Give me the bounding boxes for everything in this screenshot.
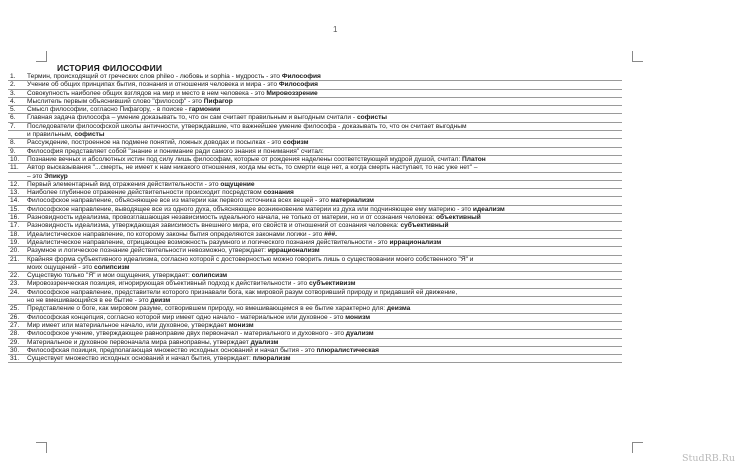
item-answer: Мировоззрение <box>266 89 318 97</box>
item-number: 16. <box>10 214 20 222</box>
list-item <box>0 123 747 131</box>
item-number: 14. <box>10 197 20 205</box>
list-item <box>0 131 747 139</box>
item-number: 15. <box>10 205 20 213</box>
item-text-plain: Идеалистическое направление, отрицающее возможность разумного и логического познания действительности - это <box>27 238 390 246</box>
row-rule <box>8 362 622 363</box>
list-item <box>0 289 747 297</box>
item-number: 3. <box>10 89 16 97</box>
item-text-plain: Крайняя форма субъективного идеализма, согласно которой с достоверностью можно говорить лишь о существовании моего собственного "Я" и <box>27 255 474 263</box>
watermark: StudRB.Ru <box>682 453 735 464</box>
item-text-plain: Последователи философской школы античности, утверждавшие, что важнейшее умение философа - доказывать то, что он считает выгодным <box>27 122 467 130</box>
item-answer: деизм <box>150 297 171 305</box>
item-text-plain: Смысл философии, согласно Пифагору, - в поиске - <box>27 106 189 114</box>
item-text-plain: Разумное и логическое познание действительности невозможно, утверждает: <box>27 247 268 255</box>
item-answer: деизма <box>386 305 411 313</box>
item-text-plain: Мировоззренческая позиция, игнорирующая объективный подход к действительности - это <box>27 280 309 288</box>
item-number: 20. <box>10 247 20 255</box>
item-answer: солипсизм <box>94 263 130 271</box>
list-item <box>0 173 747 181</box>
item-answer: софисты <box>356 114 387 122</box>
item-text-plain: Философское направление, выводящее все из одного духа, объясняющее возникновение материи из духа или подчиняющее ему материю - это <box>27 205 473 213</box>
item-answer: дуализм <box>345 330 374 338</box>
list-item <box>0 164 747 172</box>
item-answer: иррационализм <box>389 238 442 246</box>
list-item <box>0 347 747 355</box>
item-answer: идеализм <box>472 205 505 213</box>
item-text-plain: Совокупность наиболее общих взглядов на мир и место в нем человека - это <box>27 89 267 97</box>
item-answer: плюрализм <box>252 355 291 363</box>
item-text-plain: Идеалистическое направление, по которому законы бытия определяются законами логики - это <box>27 230 325 238</box>
item-text-plain: моих ощущений - это <box>27 263 95 271</box>
list-item <box>0 231 747 239</box>
list-item <box>0 206 747 214</box>
list-item <box>0 239 747 247</box>
item-number: 6. <box>10 114 16 122</box>
margin-mark-bottom-right <box>632 442 643 453</box>
item-answer: монизм <box>345 313 371 321</box>
document-title: ИСТОРИЯ ФИЛОСОФИИ <box>57 63 163 73</box>
list-item <box>0 214 747 222</box>
item-answer: материализм <box>330 197 375 205</box>
item-number: 28. <box>10 330 20 338</box>
list-item <box>0 264 747 272</box>
list-item <box>0 139 747 147</box>
list-item <box>0 222 747 230</box>
item-number: 7. <box>10 122 16 130</box>
item-text-plain: и правильным, <box>27 131 75 139</box>
list-item <box>0 156 747 164</box>
item-number: 23. <box>10 280 20 288</box>
list-item <box>0 81 747 89</box>
item-text-plain: Философское направление, объясняющее все из материи как первого источника всех вещей - это <box>27 197 331 205</box>
item-number: 30. <box>10 346 20 354</box>
item-answer: плюралистическая <box>316 346 380 354</box>
item-number: 2. <box>10 81 16 89</box>
list-item <box>0 189 747 197</box>
item-text-plain: Разновидность идеализма, провозглашающая независимость идеального начала, не только от материи, но и от сознания человека: <box>27 214 436 222</box>
item-text-plain: Материальное и духовное первоначала мира равноправны, утверждает <box>27 338 251 346</box>
item-number: 25. <box>10 305 20 313</box>
item-text-plain: Познание вечных и абсолютных истин под силу лишь философам, которые от рождения наделены соответствующей мудрой душой, считал: <box>27 155 463 163</box>
item-answer: Эпикур <box>44 172 68 180</box>
item-number: 24. <box>10 288 20 296</box>
list-item <box>0 181 747 189</box>
item-text-plain: Мыслитель первым объяснивший слово "философ" - это <box>27 97 204 105</box>
item-number: 31. <box>10 355 20 363</box>
item-number: 13. <box>10 189 20 197</box>
item-answer: субъективный <box>400 222 449 230</box>
list-item <box>0 247 747 255</box>
item-answer: ощущение <box>220 180 255 188</box>
margin-mark-top-right <box>632 51 643 62</box>
item-text-plain: Разновидность идеализма, утверждающая зависимость внешнего мира, его свойств и отношений от сознания человека: <box>27 222 401 230</box>
item-number: 8. <box>10 139 16 147</box>
margin-mark-top-left <box>36 51 47 62</box>
item-text-plain: Представление о боге, как мировом разуме, сотворившем природу, но вмешивающемся в ее бытие характерно для: <box>27 305 387 313</box>
list-item <box>0 90 747 98</box>
item-number: 1. <box>10 73 16 80</box>
item-number: 21. <box>10 255 20 263</box>
list-item <box>0 330 747 338</box>
item-answer: объективный <box>435 214 481 222</box>
item-answer: софизм <box>283 139 309 147</box>
item-text-plain: Философия представляет собой "знание и понимание ради самого знания и понимания" считал: <box>27 147 324 155</box>
item-text-plain: Существую только "Я" и мои ощущения, утверждает: <box>27 272 192 280</box>
item-text-plain: Автор высказывания "...смерть, не имеет к нам никакого отношения, когда мы есть, то смерти еще нет, а когда смерть наступает, то нас уже нет" – <box>27 164 478 172</box>
item-number: 12. <box>10 180 20 188</box>
list-item <box>0 114 747 122</box>
item-text-plain: Философская позиция, предполагающая множество исходных оснований и начал бытия - это <box>27 346 317 354</box>
item-number: 10. <box>10 155 20 163</box>
item-answer: монизм <box>228 321 254 329</box>
item-text-plain: Рассуждение, построенное на подмене понятий, ложных доводах и посылках - это <box>27 139 284 147</box>
item-text-plain: Мир имеет или материальное начало, или духовное, утверждает <box>27 321 229 329</box>
item-text-plain: Философское направление, представители которого признавали бога, как мировой разум сотворивший природу и придавший ей движение, <box>27 288 458 296</box>
item-answer: Платон <box>462 155 486 163</box>
item-text-plain: Существует множество исходных оснований и начал бытия, утверждает: <box>27 355 253 363</box>
list-item <box>0 322 747 330</box>
item-answer: иррационализм <box>267 247 320 255</box>
list-item <box>0 297 747 305</box>
item-number: 27. <box>10 321 20 329</box>
item-number: 17. <box>10 222 20 230</box>
item-number: 4. <box>10 97 16 105</box>
item-answer: субъективизм <box>309 280 356 288</box>
item-number: 18. <box>10 230 20 238</box>
item-number: 29. <box>10 338 20 346</box>
list-item <box>0 305 747 313</box>
page-number: 1 <box>333 25 338 34</box>
item-answer: софисты <box>74 131 105 139</box>
item-text-plain: – это <box>27 172 45 180</box>
item-number: 9. <box>10 147 16 155</box>
list-item <box>0 98 747 106</box>
item-answer: дуализм <box>250 338 279 346</box>
item-answer: ###. <box>324 230 337 238</box>
item-number: 19. <box>10 238 20 246</box>
item-number: 26. <box>10 313 20 321</box>
term-list <box>0 73 747 363</box>
item-text-plain: Главная задача философа – умение доказывать то, что он сам считает правильным и выгодным считали - <box>27 114 357 122</box>
item-number: 11. <box>10 164 19 172</box>
list-item <box>0 106 747 114</box>
list-item <box>0 355 747 363</box>
list-item <box>0 314 747 322</box>
item-answer: солипсизм <box>191 272 228 280</box>
item-text-plain: Философская концепция, согласно которой мир имеет одно начало - материальное или духовное - это <box>27 313 346 321</box>
item-number: 22. <box>10 272 20 280</box>
margin-mark-bottom-left <box>36 442 47 453</box>
list-item <box>0 197 747 205</box>
item-text-plain: но не вмешивающийся в ее бытие - это <box>27 297 151 305</box>
item-answer: Философия <box>278 81 318 89</box>
item-text-plain: Философское учение, утверждающее равноправие двух первоначал - материального и духовного - это <box>27 330 346 338</box>
list-item <box>0 73 747 81</box>
item-number: 5. <box>10 106 16 114</box>
list-item <box>0 256 747 264</box>
item-answer: Пифагор <box>203 97 233 105</box>
list-item <box>0 148 747 156</box>
item-answer: сознания <box>263 189 294 197</box>
item-answer: Философия <box>281 73 321 80</box>
list-item <box>0 280 747 288</box>
item-text-plain: Термин, происходящий от греческих слов phileo - любовь и sophia - мудрость - это <box>27 73 282 80</box>
list-item <box>0 272 747 280</box>
item-answer: гармонии <box>188 106 221 114</box>
item-text-plain: Наиболее глубинное отражение действительности происходит посредством <box>27 189 264 197</box>
list-item <box>0 339 747 347</box>
item-text-plain: Учение об общих принципах бытия, познания и отношения человека и мира - это <box>27 81 279 89</box>
item-text-plain: Первый элементарный вид отражения действительности - это <box>27 180 221 188</box>
